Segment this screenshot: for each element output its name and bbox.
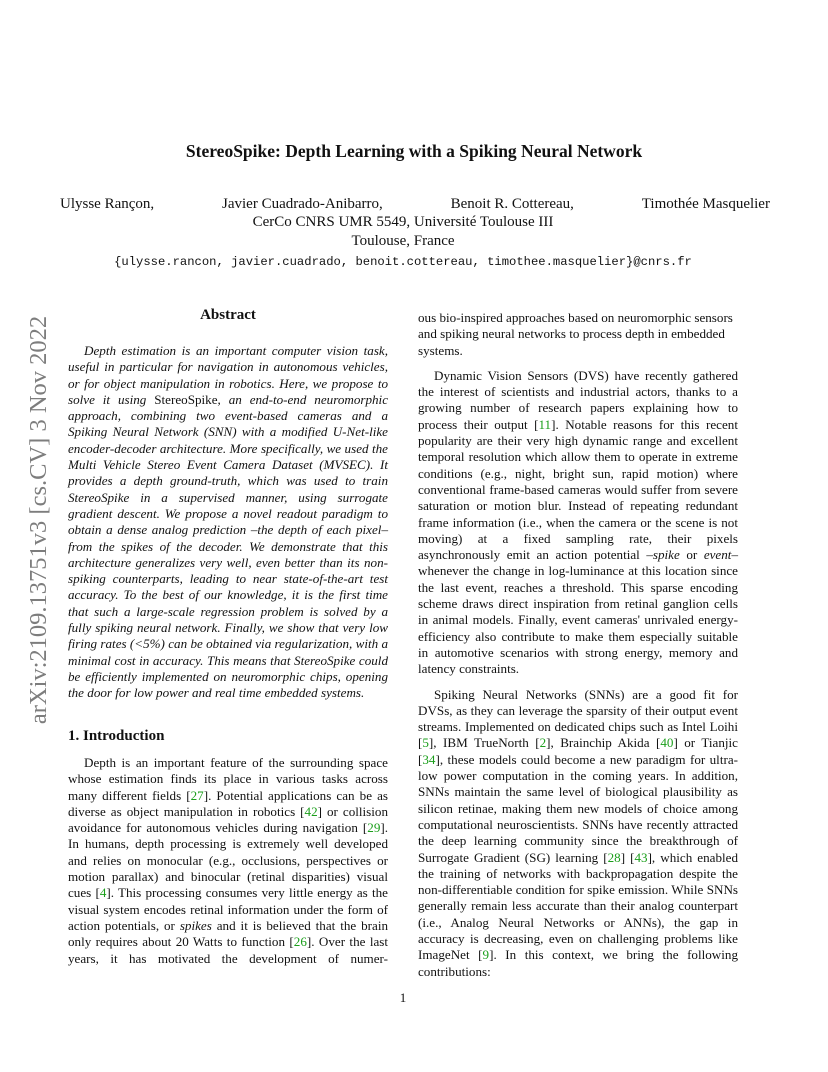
intro-text: ous bio-inspired approaches based on neuromorphic sensors and spiking neural networks to process depth in embedded systems.: [418, 310, 733, 358]
intro-text: Depth is an important feature of the surrounding space whose estimation finds its place in various tasks across many different fields [: [68, 755, 388, 803]
dvs-text: Dynamic Vision Sensors (DVS) have recently gathered the interest of scientists and industrial actors, thanks to a growing number of research papers explaining how to process their output [: [418, 367, 738, 432]
snn-text: ] [: [620, 849, 635, 865]
snn-paragraph: [418, 687, 738, 980]
abstract-paragraph: [68, 343, 388, 702]
snn-text: ] or Tianjic [: [418, 735, 738, 767]
snn-text: ], which enabled the training of networks with backpropagation despite the non-differentiable condition for spike emission. While SNNs generally remain less accurate than their analog counterpart (i.e., Analog Neural Networks or ANNs), the gap in accuracy is decreasing, even on challenging problems like ImageNet [: [418, 849, 738, 963]
author-list: [60, 196, 770, 213]
citation-link[interactable]: 26: [293, 934, 307, 950]
abstract-text: Depth estimation is an important computer vision task, useful in particular for navigation in autonomous vehicles, or for object manipulation in robotics. Here, we propose to solve it using: [68, 343, 388, 407]
snn-text: Spiking Neural Networks (SNNs) are a good fit for DVSs, as they can leverage the sparsity of their output event streams. Implemented on dedicated chips such as Intel Loihi [: [418, 686, 738, 751]
snn-text: ], IBM TrueNorth [: [428, 735, 540, 751]
intro-text: ]. This processing consumes very little energy as the visual system encodes retinal information under the form of action potentials, or: [68, 885, 388, 933]
intro-text: and it is believed that the brain only requires about 20 Watts to function [: [68, 917, 389, 950]
author-name: Ulysse Rançon,: [60, 196, 155, 212]
intro-text: ] or collision avoidance for autonomous vehicles during navigation [: [68, 803, 388, 836]
intro-paragraph-continuation: [418, 310, 738, 359]
intro-text: ]. In humans, depth processing is extremely well developed and relies on monocular (e.g., occlusions, perspectives or motion parallax) and binocular (retinal disparities) visual cues [: [68, 820, 388, 901]
intro-paragraph: [68, 755, 388, 967]
intro-text: ]. Potential applications can be as diverse as object manipulation in robotics [: [68, 787, 388, 819]
dvs-text: or: [679, 547, 704, 563]
citation-link[interactable]: 28: [607, 849, 621, 865]
affiliation-location: Toulouse, France: [351, 233, 455, 249]
citation-link[interactable]: 5: [422, 735, 429, 751]
intro-emphasis: spikes: [179, 917, 212, 933]
citation-link[interactable]: 42: [304, 803, 318, 819]
abstract-method-name: StereoSpike: [154, 391, 218, 407]
intro-heading: 1. Introduction: [68, 728, 165, 744]
citation-link[interactable]: 40: [660, 735, 674, 751]
affiliation-line: CerCo CNRS UMR 5549, Université Toulouse III: [252, 214, 554, 230]
citation-link[interactable]: 2: [539, 735, 547, 751]
snn-text: ], these models could become a new paradigm for ultra-low power computation in the coming years. In addition, SNNs maintain the same level of biological plausibility as silicon retinae, making them new models of choice among computational neuroscientists. SNNs have recently attracted the deep learning community since the breakthrough of Surrogate Gradient (SG) learning [: [418, 751, 738, 865]
arxiv-stamp: arXiv:2109.13751v3 [cs.CV] 3 Nov 2022: [25, 315, 52, 725]
paper-title: StereoSpike: Depth Learning with a Spiking Neural Network: [185, 141, 643, 161]
intro-body-continued: [418, 310, 738, 980]
dvs-text: – whenever the change in log-luminance at this location since the last event, reaches a threshold. This sparse encoding scheme draws direct inspiration from retinal ganglion cells in animal models. Finally, event cameras' unrivaled energy-efficiency also contribute to make them especially suitable in automotive scenarios with strong energy, memory and latency constraints.: [418, 547, 738, 677]
snn-text: ], Brainchip Akida [: [546, 735, 661, 751]
citation-link[interactable]: 27: [190, 787, 204, 803]
snn-text: ]. In this context, we bring the following contributions:: [418, 947, 738, 979]
citation-link[interactable]: 11: [538, 416, 552, 432]
dvs-paragraph: [418, 368, 738, 678]
intro-body: [68, 755, 388, 967]
dvs-text: ]. Notable reasons for this recent popularity are their very high dynamic range and excellent temporal resolution which allow them to operate in extreme conditions (e.g., night, bright sun, rapid motion) where conventional frame-based cameras would suffer from severe saturation or motion blur. Instead of repeating redundant frame information (i.e., when the camera or the scene is not moving) at a fixed sampling rate, their pixels asynchronously emit an action potential –: [418, 416, 738, 563]
intro-text: ]. Over the last years, it has motivated the development of numer-: [68, 934, 389, 966]
citation-link[interactable]: 34: [422, 751, 436, 767]
abstract-text: , an end-to-end neuromorphic approach, combining two event-based cameras and a Spiking Neural Network (SNN) with a modified U-Net-like encoder-decoder architecture. More specifically, we used the Multi Vehicle Stereo Event Camera Dataset (MVSEC). It provides a depth ground-truth, which was used to train StereoSpike in a supervised manner, using surrogate gradient descent. We propose a novel readout paradigm to obtain a dense analog prediction –the depth of each pixel– from the spikes of the decoder. We demonstrate that this architecture generalizes very well, even better than its non-spiking counterparts, leading to near state-of-the-art test accuracy. To the best of our knowledge, it is the first time that such a large-scale regression problem is solved by a fully spiking neural network. Finally, we show that very low firing rates (<5%) can be obtained via regularization, with a minimal cost in accuracy. This means that StereoSpike could be efficiently implemented on neuromorphic chips, opening the door for low power and real time embedded systems.: [68, 391, 389, 701]
author-name: Benoit R. Cottereau,: [450, 196, 574, 212]
abstract-heading: Abstract: [200, 307, 256, 323]
author-emails: {ulysse.rancon, javier.cuadrado, benoit.cottereau, timothee.masquelier}@cnrs.fr: [114, 255, 692, 269]
author-name: Timothée Masquelier: [641, 196, 770, 212]
author-name: Javier Cuadrado-Anibarro,: [222, 196, 383, 212]
citation-link[interactable]: 4: [99, 885, 107, 901]
page-number: 1: [399, 990, 407, 1005]
dvs-emphasis: event: [703, 547, 732, 563]
citation-link[interactable]: 9: [482, 947, 490, 963]
dvs-emphasis: spike: [652, 547, 680, 563]
abstract-body: [68, 343, 388, 702]
citation-link[interactable]: 29: [367, 820, 381, 836]
citation-link[interactable]: 43: [634, 849, 648, 865]
